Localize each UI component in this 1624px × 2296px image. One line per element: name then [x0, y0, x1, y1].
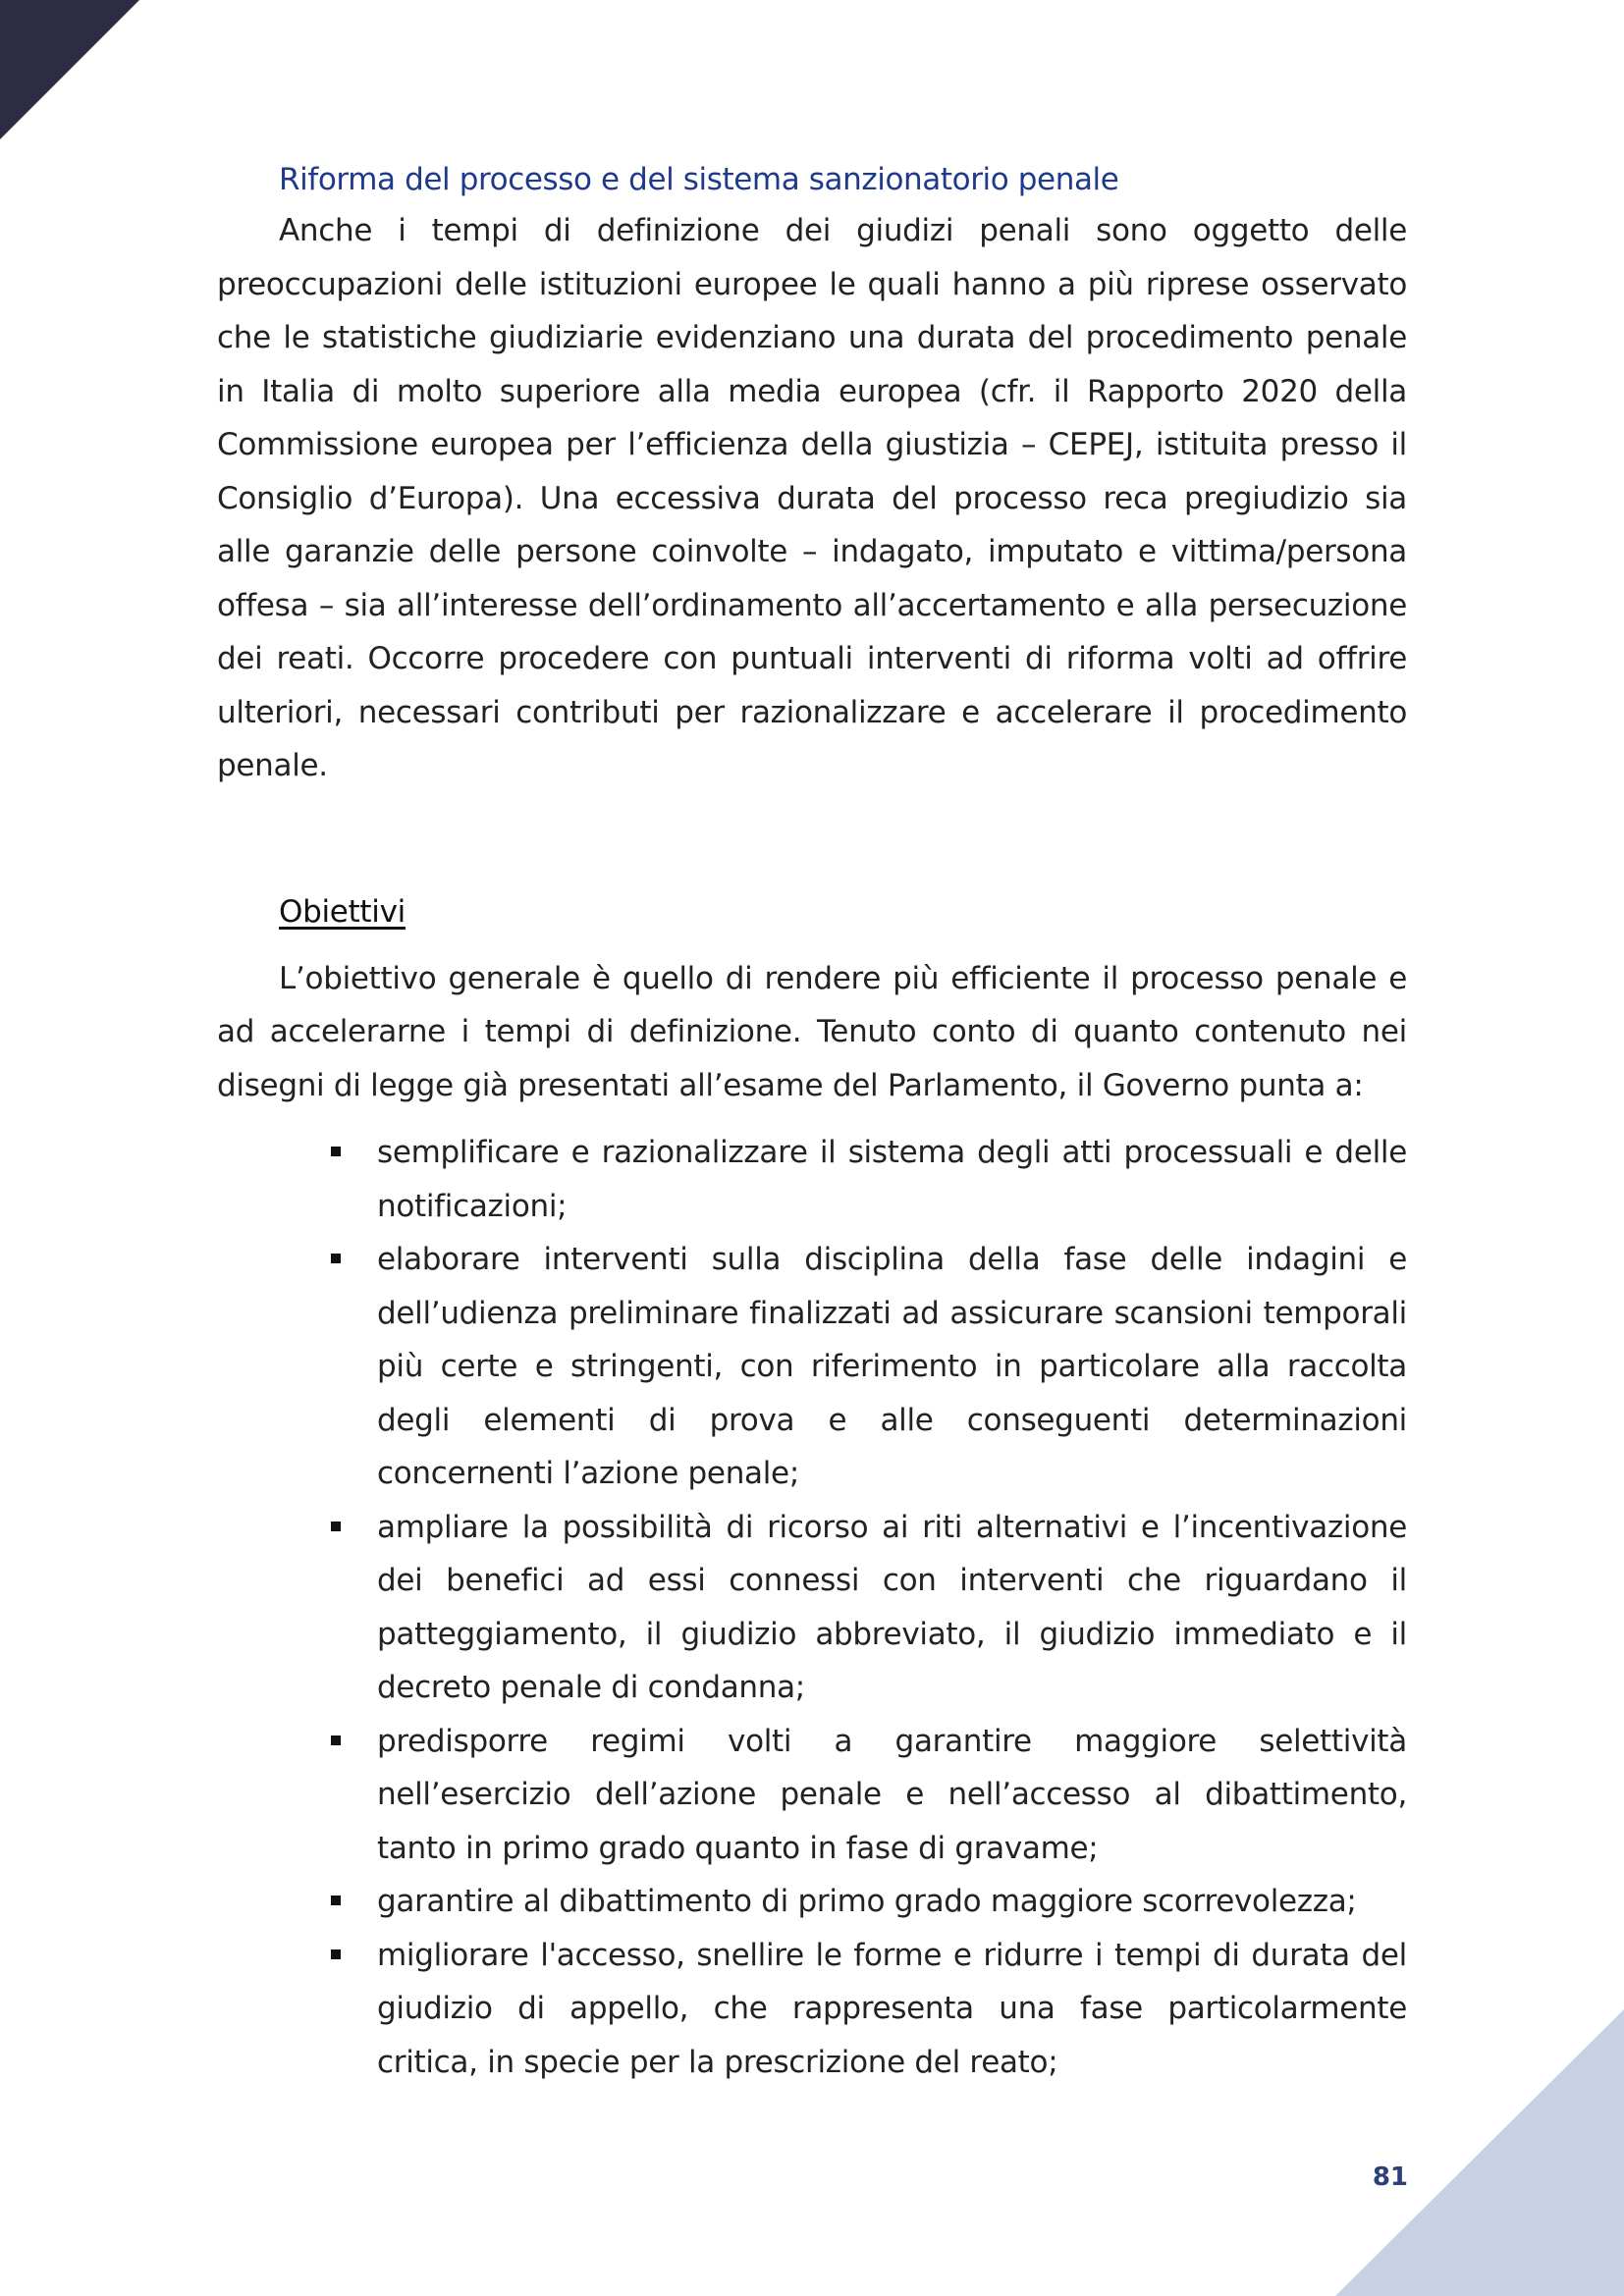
list-item-text: garantire al dibattimento di primo grado maggiore scorrevolezza; [377, 1884, 1357, 1919]
objectives-intro-paragraph: L’obiettivo generale è quello di rendere più efficiente il processo penale e ad accelerarne i tempi di definizione. Tenuto conto di quanto contenuto nei disegni di legge già presentati all’esame del Parlamento, il Governo punta a: [217, 960, 1407, 1103]
list-item [377, 1875, 1407, 1929]
square-bullet-icon [331, 1147, 341, 1156]
list-item-text: predisporre regimi volti a garantire maggiore selettività nell’esercizio dell’azione penale e nell’accesso al dibattimento, tanto in primo grado quanto in fase di gravame; [377, 1723, 1407, 1866]
page-number: 81 [1372, 2163, 1408, 2192]
square-bullet-icon [331, 1949, 341, 1959]
square-bullet-icon [331, 1522, 341, 1531]
square-bullet-icon [331, 1896, 341, 1905]
document-body [217, 155, 1407, 2089]
list-item [377, 1715, 1407, 1876]
list-item [377, 1126, 1407, 1233]
objectives-heading: Obiettivi [279, 893, 406, 930]
list-item-text: ampliare la possibilità di ricorso ai riti alternativi e l’incentivazione dei benefici ad essi connessi con interventi che riguardano il patteggiamento, il giudizio abbreviato, il giudizio immediato e il decreto penale di condanna; [377, 1509, 1407, 1705]
section-intro-paragraph: Anche i tempi di definizione dei giudizi penali sono oggetto delle preoccupazioni delle istituzioni europee le quali hanno a più riprese osservato che le statistiche giudiziarie evidenziano una durata del procedimento penale in Italia di molto superiore alla media europea (cfr. il Rapporto 2020 della Commissione europea per l’efficienza della giustizia – CEPEJ, istituita presso il Consiglio d’Europa). Una eccessiva durata del processo reca pregiudizio sia alle garanzie delle persone coinvolte – indagato, imputato e vittima/persona offesa – sia all’interesse dell’ordinamento all’accertamento e alla persecuzione dei reati. Occorre procedere con puntuali interventi di riforma volti ad offrire ulteriori, necessari contributi per razionalizzare e accelerare il procedimento penale. [217, 213, 1407, 783]
square-bullet-icon [331, 1254, 341, 1263]
list-item [377, 1233, 1407, 1501]
list-item-text: migliorare l'accesso, snellire le forme e ridurre i tempi di durata del giudizio di appello, che rappresenta una fase particolarmente critica, in specie per la prescrizione del reato; [377, 1937, 1407, 2080]
square-bullet-icon [331, 1735, 341, 1745]
objectives-list [217, 1126, 1407, 2089]
section-title: Riforma del processo e del sistema sanzionatorio penale [279, 162, 1119, 197]
list-item-text: elaborare interventi sulla disciplina della fase delle indagini e dell’udienza preliminare finalizzati ad assicurare scansioni temporali più certe e stringenti, con riferimento in particolare alla raccolta degli elementi di prova e alle conseguenti determinazioni concernenti l’azione penale; [377, 1242, 1407, 1491]
list-item [377, 1929, 1407, 2090]
list-item [377, 1501, 1407, 1715]
list-item-text: semplificare e razionalizzare il sistema degli atti processuali e delle notificazioni; [377, 1135, 1407, 1224]
corner-decoration-top-left [0, 0, 139, 139]
